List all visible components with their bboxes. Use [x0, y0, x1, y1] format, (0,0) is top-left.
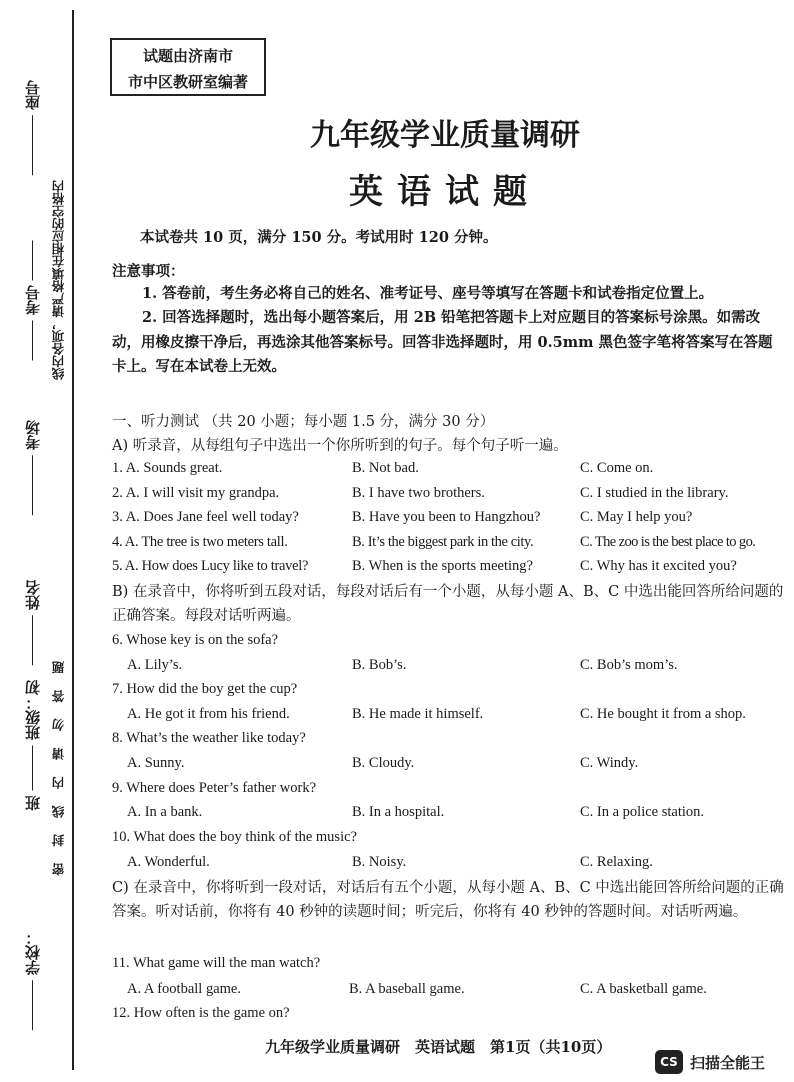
notice-item-1: 1. 答卷前，考生务必将自己的姓名、准考证号、座号等填写在答题卡和试卷指定位置上。 [142, 285, 714, 302]
option-a: 1. A. Sounds great. [112, 460, 223, 476]
stamp-line-2: 市中区教研室编著 [127, 73, 248, 91]
option-a: 4. A. The tree is two meters tall. [112, 534, 288, 550]
class-field [22, 680, 43, 810]
school-label: 学校： [24, 930, 42, 975]
option-c: C. Relaxing. [580, 854, 653, 870]
option-c: C. May I help you? [580, 509, 693, 525]
notice-item-2: 2. 回答选择题时，选出每小题答案后，用 2B 铅笔把答题卡上对应题目的答案标号涂黑。如需改动，用橡皮擦干净后，再选涂其他答案标号。回答非选择题时，用 0.5mm 黑色签字笔将答案写在答题卡上。写在本试卷上无效。 [112, 309, 773, 375]
question-stem: 9. Where does Peter’s father work? [112, 780, 316, 796]
option-a: A. Lily’s. [127, 657, 183, 673]
subject-title: 英语试题 [349, 172, 541, 212]
question-stem: 7. How did the boy get the cup? [112, 681, 298, 697]
page-footer: 九年级学业质量调研 英语试题 第1页（共10页） [265, 1038, 612, 1056]
option-a: A. In a bank. [127, 804, 203, 820]
question-stem: 11. What game will the man watch? [112, 955, 321, 971]
seat-blank[interactable] [33, 115, 34, 175]
room-blank[interactable] [33, 455, 34, 515]
question-stem: 12. How often is the game on? [112, 1005, 290, 1021]
option-c: C. A basketball game. [580, 981, 707, 997]
option-c: C. I studied in the library. [580, 485, 729, 501]
school-blank[interactable] [33, 980, 34, 1030]
exam-no-blank-2[interactable] [33, 240, 34, 280]
option-b: B. Cloudy. [352, 755, 415, 771]
exam-no-label: 考号 [24, 285, 42, 316]
option-c: C. The zoo is the best place to go. [580, 534, 756, 550]
room-label: 考场 [24, 420, 42, 450]
school-field [22, 930, 43, 1030]
seat-label: 座号 [24, 80, 42, 110]
name-blank[interactable] [33, 615, 34, 665]
option-b: B. Not bad. [352, 460, 419, 476]
section-heading: 一、听力测试 （共 20 小题；每小题 1.5 分，满分 30 分） [112, 414, 495, 430]
class-label-2: 班 [24, 795, 42, 811]
option-c: C. Windy. [580, 755, 639, 771]
option-c: C. Come on. [580, 460, 654, 476]
option-b: B. When is the sports meeting? [352, 558, 533, 574]
option-a: 5. A. How does Lucy like to travel? [112, 558, 309, 574]
room-field [22, 420, 43, 515]
stamp-line-1: 试题由济南市 [142, 47, 233, 65]
option-b: B. Have you been to Hangzhou? [352, 509, 541, 525]
author-stamp [110, 38, 266, 96]
option-b: B. He made it himself. [352, 706, 484, 722]
option-a: A. A football game. [127, 981, 241, 997]
seal-warning: 密 封 线 内 请 勿 答 题 [51, 655, 66, 876]
class-label: 班级：初 [24, 680, 42, 740]
notice-heading: 注意事项： [112, 263, 185, 280]
fill-instruction: 线内各项，请严格填在相应的空格内 [51, 180, 66, 380]
option-c: C. Bob’s mom’s. [580, 657, 678, 673]
option-c: C. In a police station. [580, 804, 705, 820]
binding-line [72, 10, 74, 1070]
option-b: B. I have two brothers. [352, 485, 485, 501]
option-a: A. Sunny. [127, 755, 185, 771]
option-b: B. It’s the biggest park in the city. [352, 534, 534, 550]
question-stem: 8. What’s the weather like today? [112, 730, 306, 746]
exam-no-field [22, 240, 43, 360]
exam-no-blank[interactable] [33, 320, 34, 360]
option-b: B. Noisy. [352, 854, 407, 870]
option-c: C. Why has it excited you? [580, 558, 737, 574]
part-c-instruction: C) 在录音中，你将听到一段对话，对话后有五个小题，从每小题 A、B、C 中选出能回答所给问题的正确答案。听对话前，你将有 40 秒钟的读题时间；听完后，你将有 40 秒钟的答题时间。对话听两遍。 [112, 880, 784, 920]
option-a: A. Wonderful. [127, 854, 210, 870]
part-b-instruction: B) 在录音中，你将听到五段对话，每段对话后有一个小题，从每小题 A、B、C 中选出能回答所给问题的正确答案。每段对话听两遍。 [112, 584, 784, 624]
name-label: 姓名 [24, 580, 42, 610]
question-stem: 10. What does the boy think of the music? [112, 829, 357, 845]
name-field [22, 580, 43, 665]
option-b: B. A baseball game. [349, 981, 465, 997]
seat-field [22, 80, 43, 175]
option-a: 2. A. I will visit my grandpa. [112, 485, 280, 501]
option-b: B. Bob’s. [352, 657, 407, 673]
part-a-instruction: A) 听录音，从每组句子中选出一个你所听到的句子。每个句子听一遍。 [112, 438, 568, 454]
option-b: B. In a hospital. [352, 804, 445, 820]
option-a: 3. A. Does Jane feel well today? [112, 509, 299, 525]
page-title: 九年级学业质量调研 [310, 118, 580, 153]
scanner-watermark: 扫描全能王 [690, 1054, 766, 1072]
option-c: C. He bought it from a shop. [580, 706, 746, 722]
question-stem: 6. Whose key is on the sofa? [112, 632, 279, 648]
class-blank[interactable] [33, 745, 34, 790]
exam-info: 本试卷共 10 页，满分 150 分。考试用时 120 分钟。 [140, 229, 498, 246]
option-a: A. He got it from his friend. [127, 706, 290, 722]
camscanner-logo-icon: CS [655, 1050, 683, 1074]
